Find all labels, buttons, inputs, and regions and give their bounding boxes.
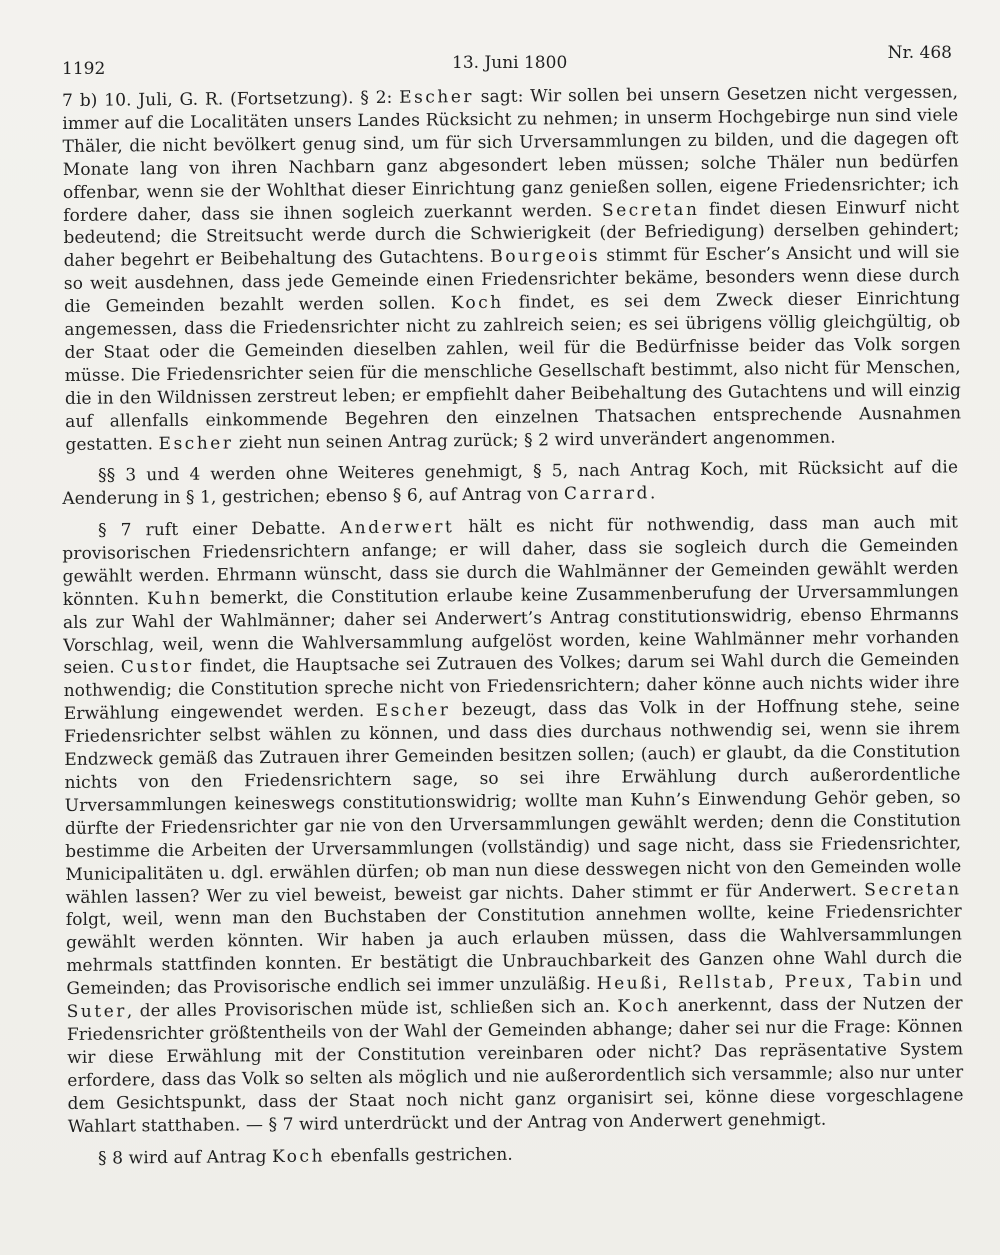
speaker-name: Koch — [271, 1146, 326, 1167]
paragraph-text: zieht nun seinen Antrag zurück; § 2 wird unverändert angenommen. — [233, 427, 836, 453]
paragraph-text: § 8 wird auf Antrag — [98, 1146, 273, 1169]
paragraph-text: findet diesen Einwurf nicht bedeutend; die Streitsucht werde durch die Schwierigkeit (der Befriedigung) derselben gehindert; daher begehrt er Beibehaltung des Gutachtens. — [63, 196, 960, 272]
speaker-name: Heußi, Rellstab, Preux, Tabin — [596, 971, 924, 995]
speaker-name: Bourgeois — [490, 246, 601, 268]
paragraph-text: findet, die Hauptsache sei Zutrauen des Volkes; darum sei Wahl durch die Gemeinden nothwendig; die Constitution spreche nicht von Friedensrichtern; daher könne auch nichts wider ihre Erwählung eingewendet werden. — [63, 650, 960, 725]
speaker-name: Carrard — [563, 482, 651, 504]
speaker-name: Secretan — [601, 199, 700, 221]
paragraph-text: bemerkt, die Constitution erlaube keine Zusammenberufung der Urversammlungen als zur Wahl der Wahlmänner; daher sei Anderwert’s Antrag constitutionswidrig, ebenso Ehrmanns Vorschlag, weil, wenn die Wahlversammlung aufgelöst worden, keine Wahlmänner mehr vorhanden seien. — [62, 581, 960, 679]
paragraph-text: und — [923, 970, 963, 992]
speaker-name: Secretan — [864, 879, 962, 901]
speaker-name: Suter — [66, 1001, 127, 1023]
paragraph-text: 7 b) 10. Juli, G. R. (Fortsetzung). § 2: — [62, 87, 400, 111]
page-header — [62, 43, 952, 80]
paragraph — [62, 512, 964, 1139]
paragraph-text: stimmt für Escher’s Ansicht und will sie so weit ausdehnen, dass jede Gemeinde einen Friedensrichter bekäme, besonders wenn diese durch die Gemeinden bezahlt werden sollen. — [63, 242, 960, 318]
paragraph-text: anerkennt, dass der Nutzen der Friedensrichter größtentheils von der Wahl der Gemeinden abhange; daher sei nur die Frage: Können wir diese Erwählung mit der Constitution vereinbaren oder nicht? Das repräsentative System erfordere, dass das Volk so selten als möglich und nie außerordentlich sich versammle; also nur unter dem Gesichtspunkt, dass der Staat noch nicht ganz organisirt sei, könne diese vorgeschlagene Wahlart statthaben. — § 7 wird unterdrückt und der Antrag von Anderwert genehmigt. — [66, 993, 964, 1137]
page-date: 13. Juni 1800 — [452, 53, 568, 73]
speaker-name: Koch — [617, 996, 671, 1018]
paragraph-text: Ehrmann — [216, 564, 298, 586]
page-body — [62, 82, 964, 1171]
speaker-name: Anderwert — [339, 517, 455, 539]
paragraph-text: , mit Rücksicht auf die Aenderung in § 1, gestrichen; ebenso § 6, auf Antrag von — [62, 456, 959, 509]
speaker-name: Escher — [399, 87, 475, 108]
paragraph-text: wünscht, dass sie durch die Wahlmänner der Gemeinden gewählt werden könnten. — [62, 558, 959, 611]
paragraph-text: bezeugt, dass das Volk in der Hoffnung stehe, seine Friedensrichter selbst wählen zu können, und dass dies durchaus nothwendig sei, wenn sie ihrem Endzweck gemäß das Zutrauen ihrer Gemeinden besitzen sollen; (auch) er glaubt, da die Constitution nichts von den Friedensrichtern sage, so sei ihre Erwählung durch außerordentliche Urversammlungen keineswegs constitutionswidrig; wollte man Kuhn’s Einwendung Gehör geben, so dürfte der Friedensrichter gar nie von den Urversammlungen gewählt werden; denn die Constitution bestimme die Arbeiten der Urversammlungen (vollständig) und sage nicht, dass sie Friedensrichter, Municipalitäten u. dgl. erwählen dürfen; ob man nun diese desswegen nicht von den Gemeinden wolle wählen lassen? Wer zu viel beweist, beweist gar nichts. Daher stimmt er für Anderwert. — [63, 695, 962, 908]
paragraph-text: ebenfalls gestrichen. — [324, 1144, 513, 1167]
speaker-name: Escher — [375, 700, 451, 722]
document-number: Nr. 468 — [887, 43, 952, 63]
speaker-name: Koch — [450, 292, 504, 314]
paragraph-text: , der alles Provisorischen müde ist, schließen sich an. — [126, 997, 618, 1022]
speaker-name: Escher — [158, 432, 234, 454]
paragraph-text: findet, es sei dem Zweck dieser Einrichtung angemessen, dass die Friedensrichter nicht zu zahlreich seien; es sei übrigens völlig gleichgültig, ob der Staat oder die Gemeinden dieselben zahlen, weil für die Bedürfnisse beider das Volk sorgen müsse. Die Friedensrichter seien für die menschliche Gesellschaft bestimmt, also nicht für Menschen, die in den Wildnissen zerstreut leben; er empfiehlt daher Beibehaltung des Gutachtens und will einzig auf allenfalls einkommende Begehren den einzelnen Thatsachen entsprechende Ausnahmen gestatten. — [64, 288, 962, 455]
paragraph-text: folgt, weil, wenn man den Buchstaben der Constitution annehmen wollte, keine Friedensrichter gewählt werden könnten. Wir haben ja auch erlauben müssen, dass die Wahlversammlungen mehrmals stattfinden konnten. Er bestätigt die Unbrauchbarkeit des Ganzen ohne Wahl durch die Gemeinden; das Provisorische endlich sei immer unzuläßig. — [65, 902, 963, 1000]
paragraph — [62, 1139, 958, 1171]
paragraph-text: §§ 3 und 4 werden ohne Weiteres genehmigt, § 5, nach Antrag — [98, 459, 701, 486]
paragraph-text: . — [649, 482, 656, 503]
paragraph-text: hält es nicht für nothwendig, dass man auch mit provisorischen Friedensrichtern anfange; er will daher, dass sie sogleich durch die Gemeinden gewählt werden. — [62, 512, 959, 588]
paragraph — [62, 81, 961, 456]
paragraph-text: Koch — [699, 458, 744, 480]
speaker-name: Kuhn — [147, 588, 203, 610]
paragraph-text: sagt: Wir sollen bei unsern Gesetzen nicht vergessen, immer auf die Localitäten unsers Landes Rücksicht zu nehmen; in unserm Hochgebirge nun sind viele Thäler, die nicht bevölkert genug sind, um für sich Urversammlungen zu bilden, und die dagegen oft Monate lang von ihren Nachbarn ganz abgesondert leben müssen; solche Thäler nun bedürfen offenbar, wenn sie der Wohlthat dieser Einrichtung ganz genießen sollen, eigene Friedensrichter; ich fordere daher, dass sie ihnen sogleich zuerkannt werden. — [62, 82, 960, 226]
paragraph — [62, 456, 958, 510]
page-number: 1192 — [62, 59, 106, 79]
speaker-name: Custor — [120, 657, 194, 679]
paragraph-text: § 7 ruft einer Debatte. — [98, 518, 341, 541]
